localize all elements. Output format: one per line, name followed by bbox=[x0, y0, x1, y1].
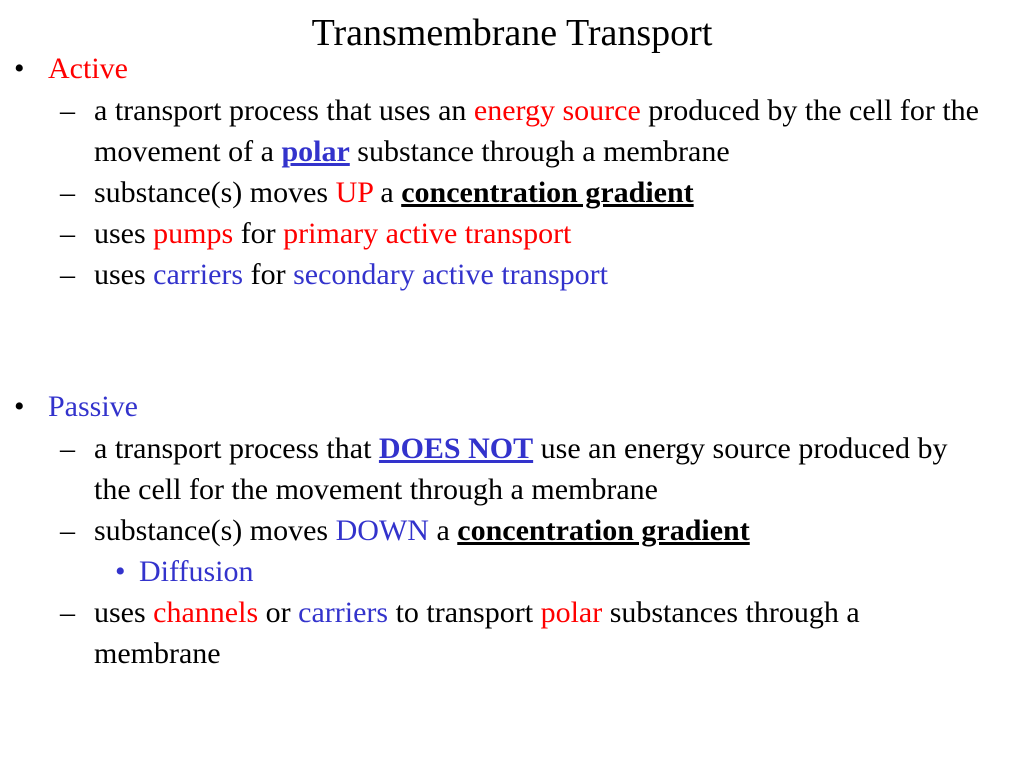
dash-icon: – bbox=[60, 258, 75, 291]
dash-icon: – bbox=[60, 176, 75, 209]
passive-section bbox=[0, 386, 1024, 674]
text-span: a transport process that uses an bbox=[94, 94, 474, 127]
bullet-icon: • bbox=[14, 390, 25, 423]
slide-title: Transmembrane Transport bbox=[311, 12, 713, 54]
text-span: to transport bbox=[388, 596, 541, 629]
dash-icon: – bbox=[60, 432, 75, 465]
passive-heading-row bbox=[0, 386, 1024, 428]
passive-subitem-diffusion bbox=[0, 551, 1024, 592]
text-span: substance(s) moves bbox=[94, 514, 336, 547]
text-span: a transport process that bbox=[94, 432, 379, 465]
highlight-carriers: carriers bbox=[298, 596, 389, 629]
text-span: for bbox=[233, 217, 284, 250]
text-span: produced by the cell for the movement of a bbox=[94, 94, 979, 168]
active-item-2 bbox=[0, 172, 1024, 213]
highlight-polar: polar bbox=[281, 135, 350, 168]
highlight-does-not: DOES NOT bbox=[378, 432, 534, 465]
active-item-3 bbox=[0, 213, 1024, 254]
text-span: a bbox=[428, 514, 458, 547]
text-span: uses bbox=[94, 217, 154, 250]
dash-icon: – bbox=[60, 217, 75, 250]
dash-icon: – bbox=[60, 514, 75, 547]
text-span: substance(s) moves bbox=[94, 176, 336, 209]
passive-item-3 bbox=[0, 592, 1024, 674]
highlight-concentration-gradient: concentration gradient bbox=[401, 176, 694, 209]
highlight-concentration-gradient: concentration gradient bbox=[457, 514, 750, 547]
passive-heading: Passive bbox=[48, 390, 138, 423]
text-span: uses bbox=[94, 596, 154, 629]
passive-item-1 bbox=[0, 428, 1024, 510]
bullet-icon: • bbox=[115, 555, 126, 588]
dash-icon: – bbox=[60, 596, 75, 629]
active-item-1 bbox=[0, 90, 1024, 172]
text-span: uses bbox=[94, 258, 154, 291]
text-span: substances through a membrane bbox=[94, 596, 860, 670]
active-item-4 bbox=[0, 254, 1024, 295]
text-span: substance through a membrane bbox=[349, 135, 730, 168]
diffusion-label: Diffusion bbox=[139, 555, 254, 588]
highlight-secondary-active-transport: secondary active transport bbox=[293, 258, 608, 291]
active-heading-row bbox=[0, 48, 1024, 90]
text-span: use an energy source produced by the cell for the movement through a membrane bbox=[94, 432, 948, 506]
highlight-carriers: carriers bbox=[153, 258, 244, 291]
dash-icon: – bbox=[60, 94, 75, 127]
highlight-primary-active-transport: primary active transport bbox=[283, 217, 572, 250]
active-heading: Active bbox=[48, 52, 128, 85]
highlight-pumps: pumps bbox=[153, 217, 234, 250]
text-span: for bbox=[243, 258, 294, 291]
highlight-channels: channels bbox=[153, 596, 259, 629]
highlight-down: DOWN bbox=[335, 514, 429, 547]
highlight-polar: polar bbox=[540, 596, 603, 629]
text-span: a bbox=[372, 176, 402, 209]
highlight-up: UP bbox=[335, 176, 373, 209]
bullet-icon: • bbox=[14, 52, 25, 85]
active-section bbox=[0, 48, 1024, 295]
text-span: or bbox=[258, 596, 299, 629]
highlight-energy-source: energy source bbox=[473, 94, 641, 127]
passive-item-2 bbox=[0, 510, 1024, 551]
